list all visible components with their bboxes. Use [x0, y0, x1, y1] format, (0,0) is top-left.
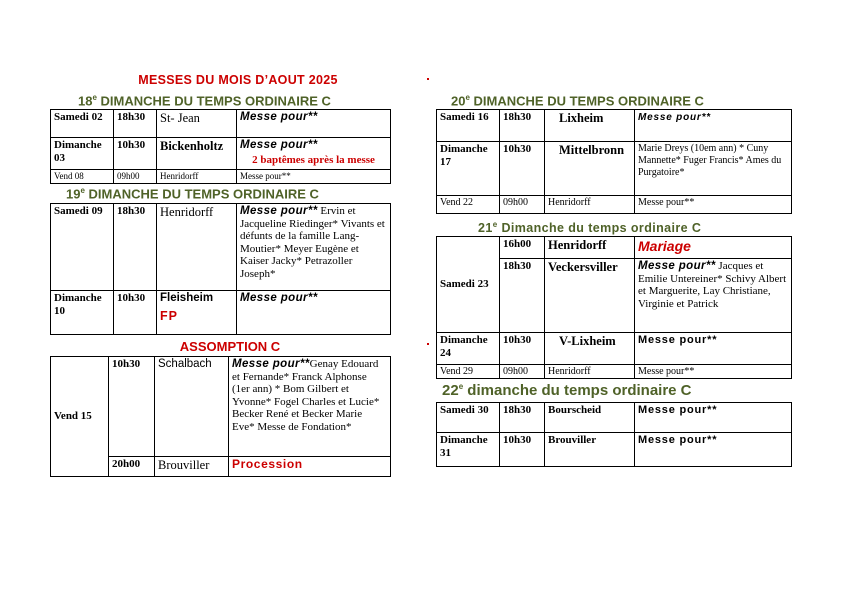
- schedule-table-assomption: [50, 356, 391, 477]
- schedule-table-20: [436, 109, 792, 214]
- table-row: [51, 204, 391, 291]
- section-heading-22: [442, 382, 692, 399]
- mass-intention: Messe pour**: [232, 358, 310, 370]
- time-cell: 18h30: [500, 259, 545, 333]
- day-cell: Vend 15: [51, 357, 109, 477]
- table-row: [51, 357, 391, 457]
- place-name: Fleisheim: [160, 292, 214, 304]
- page-title: MESSES DU MOIS D’AOUT 2025: [138, 73, 338, 87]
- notes-cell: [635, 433, 792, 467]
- mass-intention: Messe pour**: [638, 434, 718, 446]
- time-cell: 10h30: [500, 333, 545, 365]
- time-cell: 20h00: [109, 457, 155, 477]
- time-cell: 10h30: [500, 433, 545, 467]
- notes-cell: [237, 138, 391, 170]
- table-row: [51, 110, 391, 138]
- baptism-note: 2 baptêmes après la messe: [252, 153, 375, 166]
- place-cell: [157, 291, 237, 335]
- notes-cell: [237, 110, 391, 138]
- notes-cell: [635, 333, 792, 365]
- section-number: 18: [78, 93, 93, 109]
- notes-cell: Messe pour**: [237, 170, 391, 184]
- time-cell: 09h00: [114, 170, 157, 184]
- procession-label: Procession: [229, 457, 391, 477]
- section-heading-assomption: ASSOMPTION C: [179, 339, 281, 354]
- ordinal-suffix: e: [80, 186, 85, 195]
- notes-cell: Messe pour**: [635, 365, 792, 379]
- notes-cell: Messe pour**: [635, 196, 792, 214]
- time-cell: 18h30: [500, 110, 545, 142]
- notes-cell: [237, 204, 391, 291]
- schedule-table-19: [50, 203, 391, 335]
- table-row: [437, 365, 792, 379]
- mass-intention: Messe pour**: [240, 205, 318, 217]
- notes-cell: [229, 357, 391, 457]
- place-cell: Schalbach: [155, 357, 229, 457]
- mass-intention: Messe pour**: [638, 404, 718, 416]
- section-number: 19: [66, 186, 81, 202]
- section-heading-20: [451, 93, 704, 108]
- time-cell: 09h00: [500, 365, 545, 379]
- section-heading-21: [478, 220, 701, 235]
- place-cell: Bourscheid: [545, 403, 635, 433]
- table-row: [437, 110, 792, 142]
- place-cell: Bickenholtz: [157, 138, 237, 170]
- day-cell: Vend 29: [437, 365, 500, 379]
- schedule-table-21: [436, 236, 792, 379]
- table-row: [437, 333, 792, 365]
- section-text: DIMANCHE DU TEMPS ORDINAIRE C: [96, 93, 331, 109]
- time-cell: 18h30: [500, 403, 545, 433]
- day-cell: Dimanche 03: [51, 138, 114, 170]
- table-row: [51, 170, 391, 184]
- section-number: 22: [442, 382, 459, 399]
- section-heading-19: [66, 186, 319, 201]
- day-cell: Samedi 16: [437, 110, 500, 142]
- table-row: [437, 237, 792, 259]
- notes-cell: [635, 110, 792, 142]
- decorative-dot: [427, 343, 429, 345]
- place-cell: Brouviller: [155, 457, 229, 477]
- table-row: [437, 196, 792, 214]
- place-cell: V-Lixheim: [545, 333, 635, 365]
- day-cell: Samedi 30: [437, 403, 500, 433]
- mass-intention: Messe pour**: [638, 112, 711, 123]
- time-cell: 10h30: [114, 138, 157, 170]
- day-cell: Samedi 09: [51, 204, 114, 291]
- time-cell: 10h30: [114, 291, 157, 335]
- day-cell: Dimanche 24: [437, 333, 500, 365]
- mass-intention: Messe pour**: [240, 139, 318, 151]
- day-cell: Vend 08: [51, 170, 114, 184]
- place-cell: Henridorff: [545, 196, 635, 214]
- place-cell: Mittelbronn: [545, 142, 635, 196]
- place-cell: Henridorff: [545, 365, 635, 379]
- decorative-dot: [427, 78, 429, 80]
- time-cell: 18h30: [114, 110, 157, 138]
- place-cell: Henridorff: [157, 204, 237, 291]
- wedding-label: Mariage: [635, 237, 792, 259]
- intention-names: Genay Edouard et Fernande* Franck Alphonse (1er ann) * Bom Gilbert et Yvonne* Fogel Charles et Lucie* Becker René et Becker Marie Eve* Messe de Fondation*: [232, 358, 380, 433]
- section-text: DIMANCHE DU TEMPS ORDINAIRE C: [84, 186, 319, 202]
- notes-cell: [635, 259, 792, 333]
- time-cell: 10h30: [500, 142, 545, 196]
- intention-names: Jacques et Emilie Untereiner* Schivy Albert et Marguerite, Lay Christiane, Virginie et Patrick: [638, 260, 787, 310]
- section-number: 21: [478, 221, 493, 236]
- time-cell: 18h30: [114, 204, 157, 291]
- mass-intention: Messe pour**: [240, 292, 318, 304]
- section-text: DIMANCHE DU TEMPS ORDINAIRE C: [469, 93, 704, 109]
- day-cell: Samedi 02: [51, 110, 114, 138]
- place-cell: Lixheim: [545, 110, 635, 142]
- time-cell: 16h00: [500, 237, 545, 259]
- time-cell: 10h30: [109, 357, 155, 457]
- section-text: dimanche du temps ordinaire C: [463, 382, 692, 399]
- ordinal-suffix: e: [92, 93, 97, 102]
- notes-cell: [635, 403, 792, 433]
- notes-cell: Marie Dreys (10em ann) * Cuny Mannette* Fuger Francis* Ames du Purgatoire*: [635, 142, 792, 196]
- place-cell: Henridorff: [157, 170, 237, 184]
- time-cell: 09h00: [500, 196, 545, 214]
- day-cell: Dimanche 17: [437, 142, 500, 196]
- place-cell: Veckersviller: [545, 259, 635, 333]
- section-text: Dimanche du temps ordinaire C: [497, 221, 702, 236]
- ordinal-suffix: e: [458, 382, 464, 391]
- schedule-table-22: [436, 402, 792, 467]
- table-row: [51, 138, 391, 170]
- place-cell: St- Jean: [157, 110, 237, 138]
- section-heading-18: [78, 93, 331, 108]
- day-cell: Samedi 23: [437, 237, 500, 333]
- mass-intention: Messe pour**: [638, 334, 718, 346]
- mass-intention: Messe pour**: [240, 111, 318, 123]
- table-row: [437, 142, 792, 196]
- notes-cell: [237, 291, 391, 335]
- schedule-table-18: [50, 109, 391, 184]
- ordinal-suffix: e: [492, 220, 498, 229]
- section-number: 20: [451, 93, 466, 109]
- ordinal-suffix: e: [465, 93, 470, 102]
- day-cell: Dimanche 31: [437, 433, 500, 467]
- mass-intention: Messe pour**: [638, 260, 716, 272]
- table-row: [437, 403, 792, 433]
- intention-names: Ervin et Jacqueline Riedinger* Vivants et défunts de la famille Lang-Moutier* Meyer Eugène et Kaiser Jacky* Petrazoller Joseph*: [240, 205, 385, 280]
- table-row: [51, 291, 391, 335]
- table-row: [437, 433, 792, 467]
- place-note: FP: [160, 308, 178, 323]
- day-cell: Vend 22: [437, 196, 500, 214]
- day-cell: Dimanche 10: [51, 291, 114, 335]
- place-cell: Brouviller: [545, 433, 635, 467]
- place-cell: Henridorff: [545, 237, 635, 259]
